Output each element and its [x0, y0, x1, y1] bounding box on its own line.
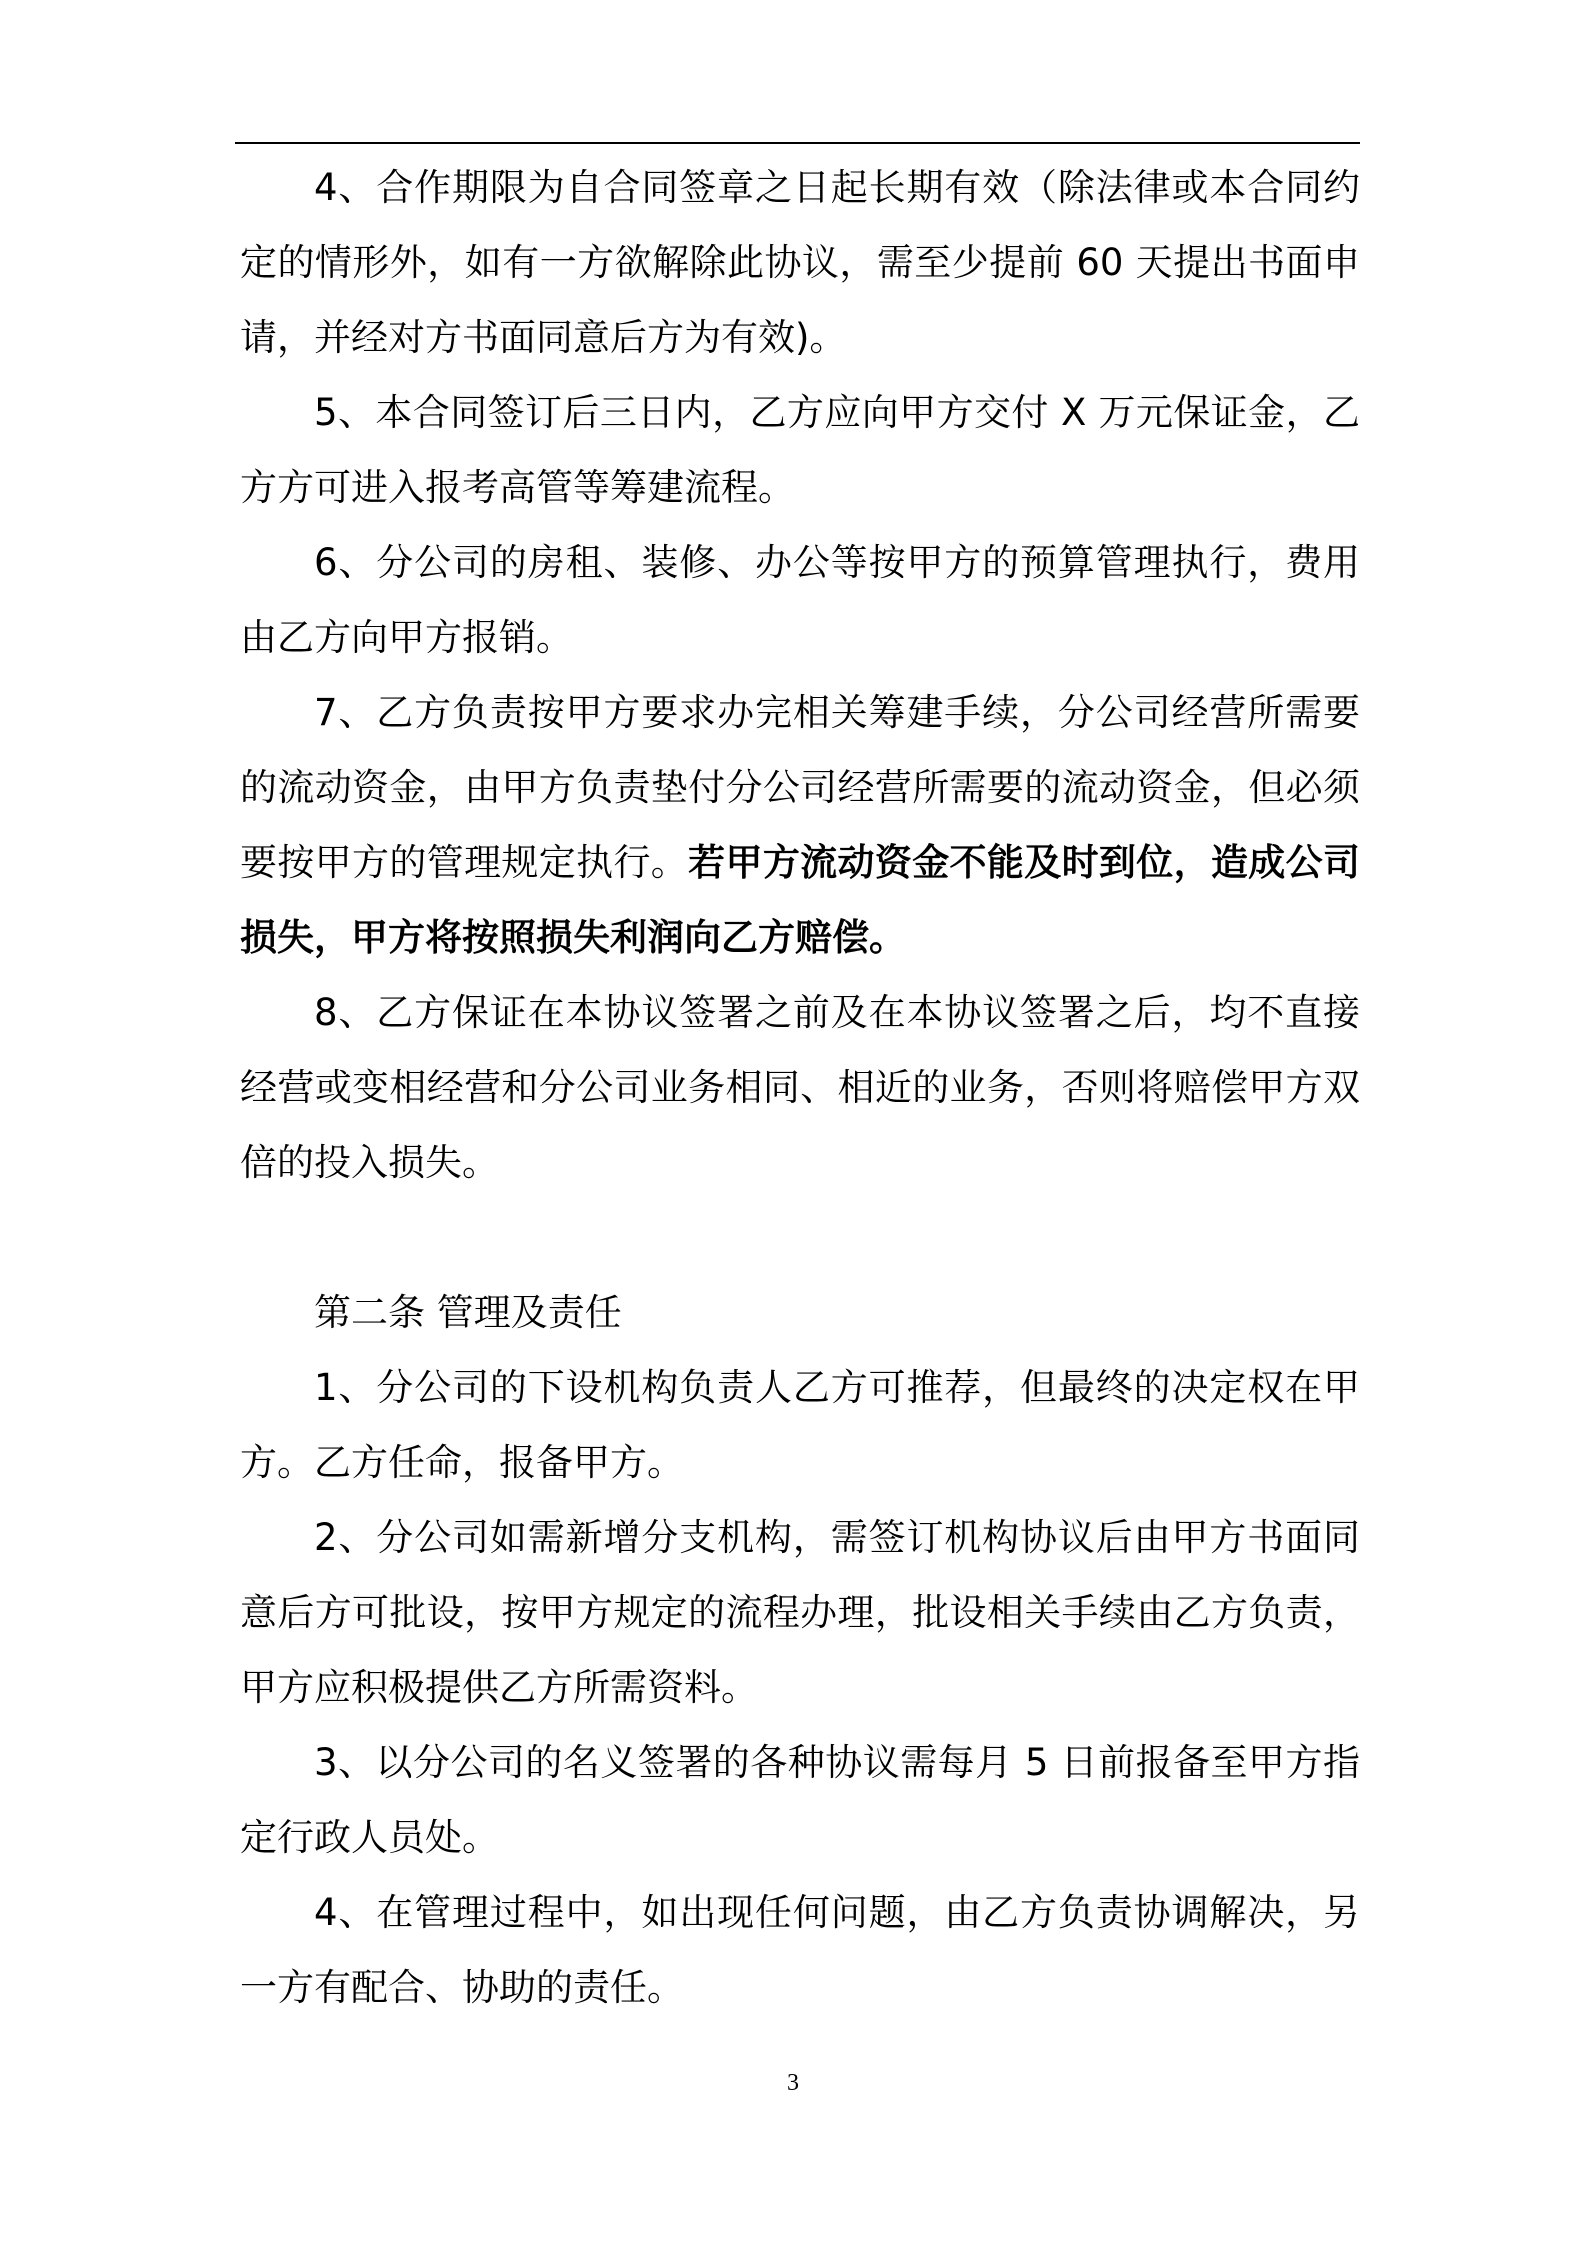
management-paragraph-3: 3、以分公司的名义签署的各种协议需每月 5 日前报备至甲方指定行政人员处。 [240, 1741, 1360, 1859]
clause-paragraph-6: 6、分公司的房租、装修、办公等按甲方的预算管理执行，费用由乙方向甲方报销。 [240, 541, 1360, 659]
clause-paragraph-5: 5、本合同签订后三日内，乙方应向甲方交付 X 万元保证金，乙方方可进入报考高管等筹建流程。 [240, 391, 1360, 509]
clause-7-bold-text: 若甲方流动资金不能及时到位，造成公司损失，甲方将按照损失利润向乙方赔偿。 [240, 841, 1361, 959]
clause-paragraph-4: 4、合作期限为自合同签章之日起长期有效（除法律或本合同约定的情形外，如有一方欲解除此协议，需至少提前 60 天提出书面申请，并经对方书面同意后方为有效)。 [240, 166, 1360, 359]
section-heading: 第二条 管理及责任 [314, 1291, 622, 1334]
page-number: 3 [787, 2070, 799, 2096]
clause-paragraph-8: 8、乙方保证在本协议签署之前及在本协议签署之后，均不直接经营或变相经营和分公司业务相同、相近的业务，否则将赔偿甲方双倍的投入损失。 [240, 991, 1360, 1184]
management-paragraph-2: 2、分公司如需新增分支机构，需签订机构协议后由甲方书面同意后方可批设，按甲方规定的流程办理，批设相关手续由乙方负责，甲方应积极提供乙方所需资料。 [240, 1516, 1360, 1709]
clause-paragraph-7 [240, 675, 1360, 975]
management-paragraph-4: 4、在管理过程中，如出现任何问题，由乙方负责协调解决，另一方有配合、协助的责任。 [240, 1891, 1360, 2009]
document-body [240, 150, 1360, 2025]
clause-7-text: 7、乙方负责按甲方要求办完相关筹建手续，分公司经营所需要的流动资金，由甲方负责垫付分公司经营所需要的流动资金，但必须要按甲方的管理规定执行。 [240, 691, 1360, 884]
section-spacer [240, 1200, 1360, 1275]
management-paragraph-1: 1、分公司的下设机构负责人乙方可推荐，但最终的决定权在甲方。乙方任命，报备甲方。 [240, 1366, 1360, 1484]
header-rule [235, 142, 1360, 144]
